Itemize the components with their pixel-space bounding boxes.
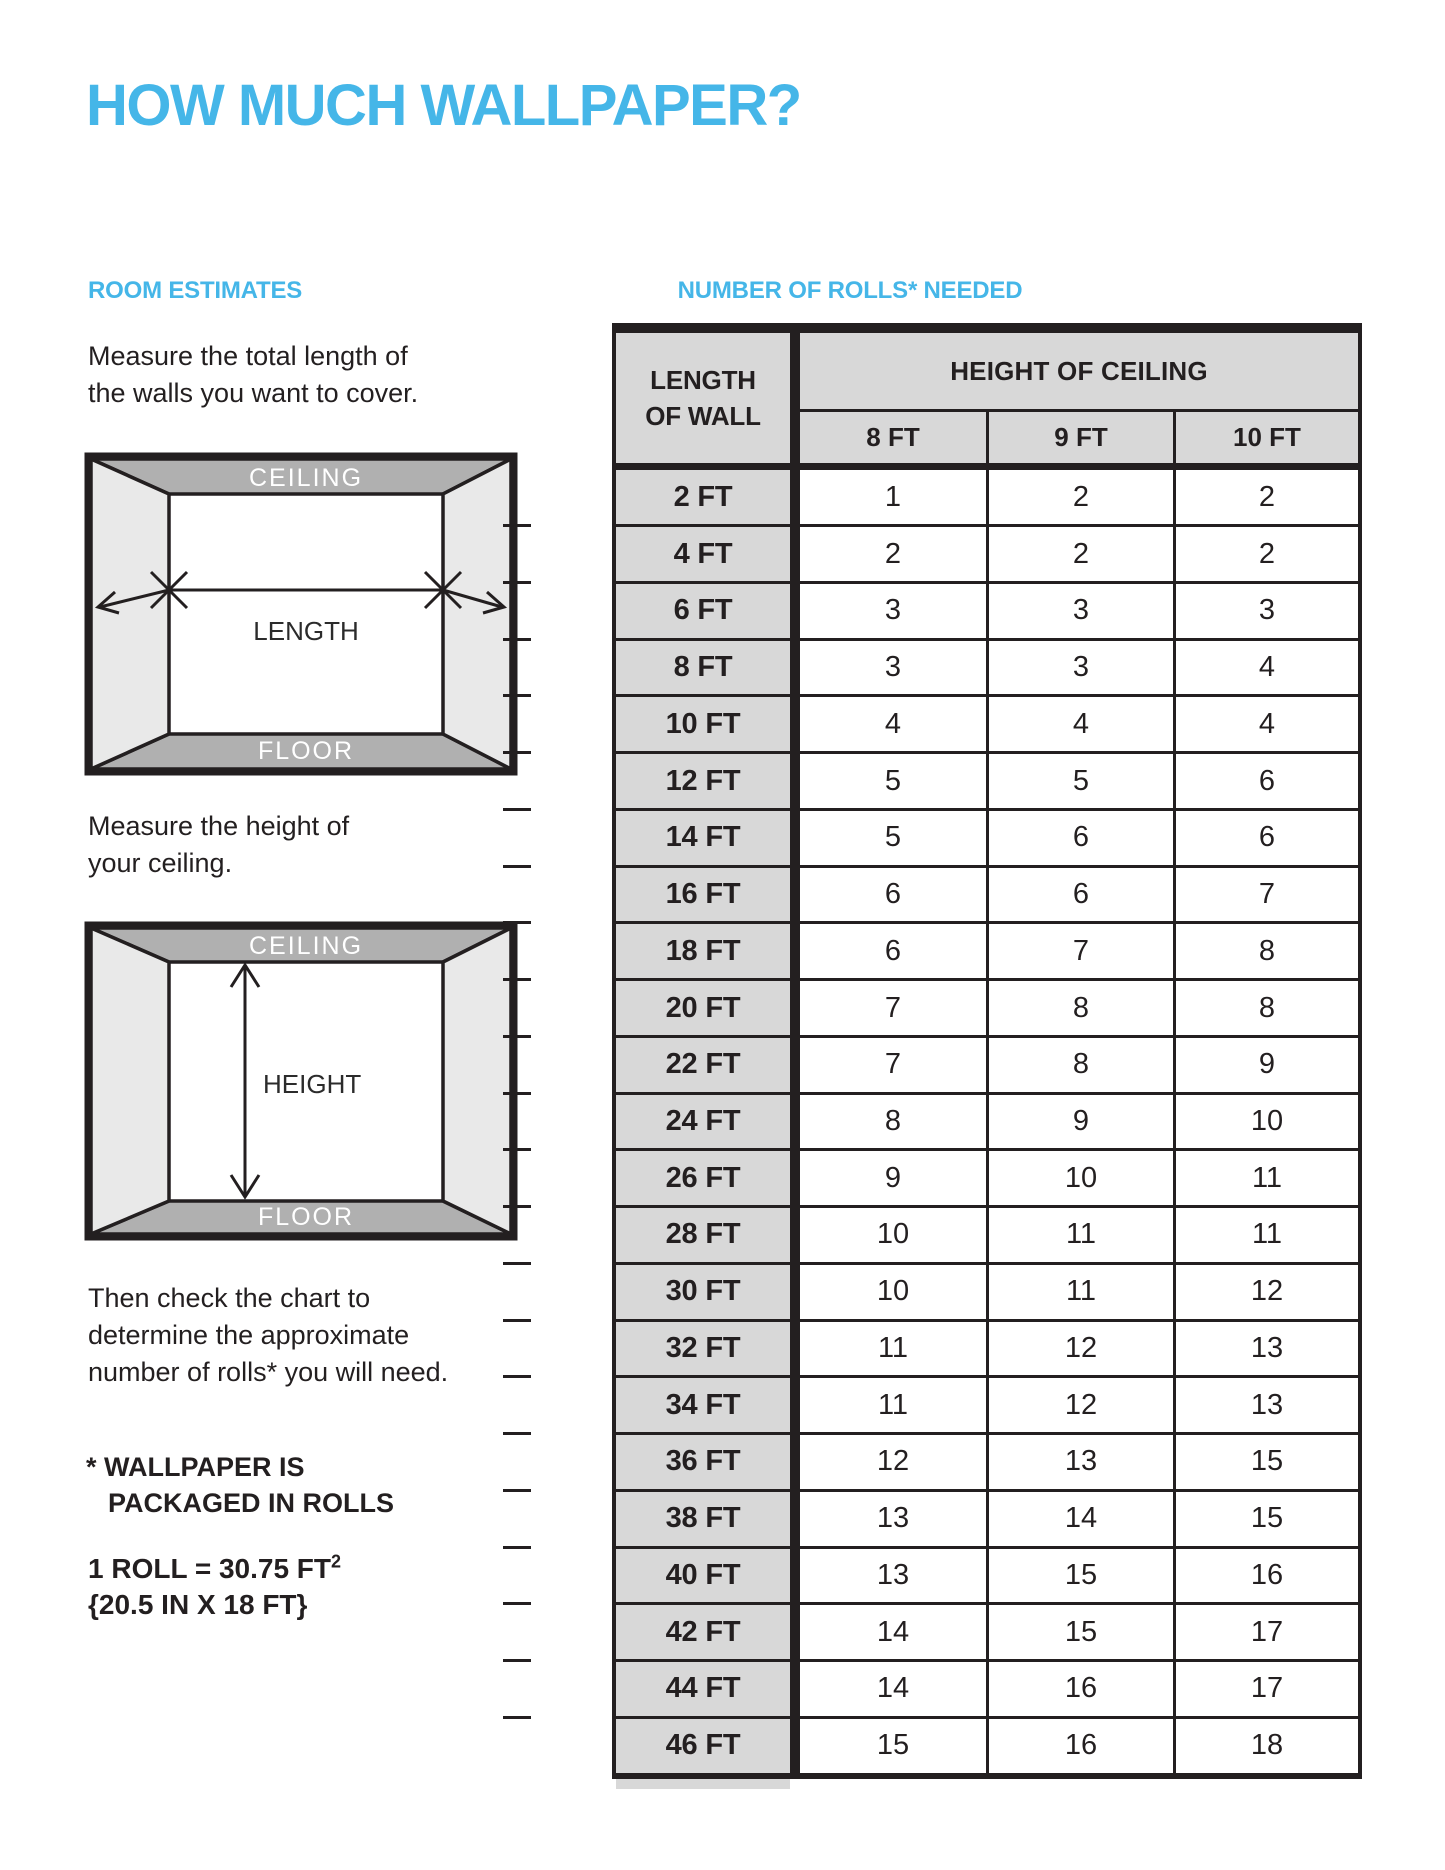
row-border-line xyxy=(612,865,1362,868)
row-tick-mark xyxy=(503,694,531,697)
row-length-label: 10 FT xyxy=(665,707,741,740)
row-border-line xyxy=(612,978,1362,981)
rolls-value-8ft: 7 xyxy=(884,991,902,1024)
rolls-value-9ft: 8 xyxy=(1072,1048,1090,1081)
row-border-line xyxy=(612,1659,1362,1662)
table-row xyxy=(612,980,1362,1037)
rolls-value-8ft: 6 xyxy=(884,878,902,911)
rolls-value-9ft: 12 xyxy=(1064,1331,1098,1364)
rolls-value-8ft: 10 xyxy=(876,1218,910,1251)
rolls-value-8ft: 12 xyxy=(876,1445,910,1478)
row-border-line xyxy=(612,1602,1362,1605)
table-row xyxy=(612,1661,1362,1718)
rolls-value-10ft: 17 xyxy=(1250,1672,1284,1705)
table-row xyxy=(612,639,1362,696)
rolls-value-10ft: 8 xyxy=(1258,991,1276,1024)
row-header-line: OF WALL xyxy=(645,401,761,431)
row-tick-mark xyxy=(503,1716,531,1719)
rolls-value-9ft: 11 xyxy=(1065,1218,1097,1251)
rolls-value-9ft: 13 xyxy=(1064,1445,1098,1478)
table-row xyxy=(612,1036,1362,1093)
ceiling-label: CEILING xyxy=(248,932,364,960)
row-tick-mark xyxy=(503,1319,531,1322)
row-tick-mark xyxy=(503,524,531,527)
rolls-value-10ft: 11 xyxy=(1251,1161,1283,1194)
rolls-value-10ft: 8 xyxy=(1258,934,1276,967)
floor-label: FLOOR xyxy=(257,1203,355,1231)
height-of-ceiling-header xyxy=(800,333,1358,409)
rolls-value-9ft: 16 xyxy=(1064,1729,1098,1762)
rolls-table xyxy=(612,323,1362,1793)
row-tick-mark xyxy=(503,1432,531,1435)
row-tick-mark xyxy=(503,865,531,868)
table-row xyxy=(612,469,1362,526)
row-tick-mark xyxy=(503,978,531,981)
row-tick-mark xyxy=(503,1148,531,1151)
table-row xyxy=(612,1207,1362,1264)
row-tick-mark xyxy=(503,751,531,754)
row-length-label: 4 FT xyxy=(673,537,733,570)
rolls-value-10ft: 13 xyxy=(1250,1388,1284,1421)
row-length-label: 34 FT xyxy=(665,1388,741,1421)
rolls-value-8ft: 10 xyxy=(876,1275,910,1308)
right-wall xyxy=(443,928,511,1234)
right-wall xyxy=(443,459,511,769)
table-row xyxy=(612,1604,1362,1661)
instruction-line: determine the approximate xyxy=(88,1320,410,1350)
rolls-value-9ft: 15 xyxy=(1064,1615,1098,1648)
instruction-line: Measure the height of xyxy=(88,811,350,841)
row-border-line xyxy=(612,808,1362,811)
row-length-label: 20 FT xyxy=(665,991,741,1024)
left-wall xyxy=(91,928,169,1234)
room-estimates-heading: ROOM ESTIMATES xyxy=(88,277,303,304)
row-header-line: LENGTH xyxy=(650,365,756,395)
row-border-line xyxy=(612,1262,1362,1265)
row-tick-mark xyxy=(503,1035,531,1038)
row-length-label: 42 FT xyxy=(665,1615,741,1648)
rolls-value-10ft: 15 xyxy=(1250,1502,1284,1535)
row-length-label: 36 FT xyxy=(665,1445,741,1478)
table-row xyxy=(612,1093,1362,1150)
row-border-line xyxy=(612,1319,1362,1322)
row-border-line xyxy=(612,1205,1362,1208)
rolls-value-8ft: 7 xyxy=(884,1048,902,1081)
table-row xyxy=(612,582,1362,639)
row-length-label: 30 FT xyxy=(665,1275,741,1308)
row-border-line xyxy=(612,638,1362,641)
row-length-label: 40 FT xyxy=(665,1558,741,1591)
instruction-line: your ceiling. xyxy=(88,848,233,878)
row-border-line xyxy=(612,1716,1362,1719)
rolls-value-8ft: 3 xyxy=(884,651,902,684)
row-length-label: 24 FT xyxy=(665,1104,741,1137)
row-tick-mark xyxy=(503,1546,531,1549)
row-length-label: 28 FT xyxy=(665,1218,741,1251)
row-tick-mark xyxy=(503,1092,531,1095)
table-gray-stub xyxy=(616,1779,790,1789)
table-row xyxy=(612,1434,1362,1491)
column-group-label: HEIGHT OF CEILING xyxy=(950,355,1208,386)
rolls-value-9ft: 4 xyxy=(1072,707,1090,740)
rolls-value-9ft: 3 xyxy=(1072,651,1090,684)
row-border-line xyxy=(612,751,1362,754)
table-row xyxy=(612,1717,1362,1774)
rolls-value-8ft: 9 xyxy=(884,1161,902,1194)
rolls-value-8ft: 5 xyxy=(884,764,902,797)
rolls-value-10ft: 2 xyxy=(1258,480,1276,513)
column-header-9ft: 9 FT xyxy=(1054,422,1108,452)
row-border-line xyxy=(612,581,1362,584)
rolls-value-8ft: 4 xyxy=(884,707,902,740)
row-border-line xyxy=(612,1148,1362,1151)
row-tick-mark xyxy=(503,638,531,641)
rolls-value-9ft: 6 xyxy=(1072,821,1090,854)
row-border-line xyxy=(612,1489,1362,1492)
row-border-line xyxy=(612,694,1362,697)
squared-superscript: 2 xyxy=(331,1551,342,1572)
table-row xyxy=(612,1490,1362,1547)
column-header-8ft: 8 FT xyxy=(866,422,920,452)
table-row xyxy=(612,696,1362,753)
table-row xyxy=(612,1377,1362,1434)
rolls-value-9ft: 5 xyxy=(1072,764,1090,797)
rolls-value-10ft: 16 xyxy=(1250,1558,1284,1591)
rolls-value-9ft: 9 xyxy=(1072,1104,1090,1137)
row-border-line xyxy=(612,1035,1362,1038)
rolls-value-9ft: 2 xyxy=(1072,480,1090,513)
roll-area-line: 1 ROLL = 30.75 $FT^2$ xyxy=(88,1551,342,1584)
row-tick-mark xyxy=(503,1489,531,1492)
row-length-label: 2 FT xyxy=(673,480,733,513)
instruction-line: Then check the chart to xyxy=(88,1283,371,1313)
column-header-10ft: 10 FT xyxy=(1233,422,1301,452)
rolls-value-10ft: 9 xyxy=(1258,1048,1276,1081)
length-of-wall-header xyxy=(616,333,790,463)
table-row xyxy=(612,1150,1362,1207)
row-length-label: 32 FT xyxy=(665,1331,741,1364)
footnote-line: PACKAGED IN ROLLS xyxy=(108,1488,395,1518)
rolls-value-10ft: 6 xyxy=(1258,821,1276,854)
table-row xyxy=(612,1263,1362,1320)
rolls-value-9ft: 7 xyxy=(1072,934,1090,967)
table-row xyxy=(612,753,1362,810)
rolls-value-10ft: 3 xyxy=(1258,594,1276,627)
row-tick-mark xyxy=(503,1205,531,1208)
rolls-needed-heading: NUMBER OF ROLLS* NEEDED xyxy=(677,277,1023,304)
length-label: LENGTH xyxy=(253,616,359,646)
instruction-line: the walls you want to cover. xyxy=(88,378,419,408)
table-top-bar xyxy=(612,323,1362,333)
left-wall xyxy=(91,459,169,769)
row-border-line xyxy=(612,1375,1362,1378)
instruction-line: number of rolls* you will need. xyxy=(88,1357,449,1387)
rolls-value-9ft: 14 xyxy=(1064,1502,1098,1535)
ceiling-label: CEILING xyxy=(248,464,364,492)
row-border-line xyxy=(612,1432,1362,1435)
rolls-value-9ft: 8 xyxy=(1072,991,1090,1024)
row-tick-mark xyxy=(503,1602,531,1605)
rolls-value-9ft: 6 xyxy=(1072,878,1090,911)
table-row xyxy=(612,923,1362,980)
rolls-value-9ft: 10 xyxy=(1064,1161,1098,1194)
rolls-value-9ft: 2 xyxy=(1072,537,1090,570)
rolls-value-10ft: 13 xyxy=(1250,1331,1284,1364)
rolls-value-9ft: 16 xyxy=(1064,1672,1098,1705)
height-label: HEIGHT xyxy=(263,1069,362,1099)
row-border-line xyxy=(612,1546,1362,1549)
rolls-value-8ft: 5 xyxy=(884,821,902,854)
rolls-value-9ft: 3 xyxy=(1072,594,1090,627)
footnote-line: * WALLPAPER IS xyxy=(86,1452,305,1482)
row-length-label: 38 FT xyxy=(665,1502,741,1535)
table-row xyxy=(612,809,1362,866)
room-height-diagram xyxy=(88,925,514,1237)
rolls-value-8ft: 1 xyxy=(884,480,902,513)
row-length-label: 46 FT xyxy=(665,1729,741,1762)
row-border-line xyxy=(612,524,1362,527)
rolls-value-10ft: 4 xyxy=(1258,651,1276,684)
rolls-value-10ft: 10 xyxy=(1250,1104,1284,1137)
table-row xyxy=(612,866,1362,923)
packaging-footnote xyxy=(86,1449,394,1521)
rolls-value-8ft: 13 xyxy=(876,1558,910,1591)
rolls-value-8ft: 2 xyxy=(884,537,902,570)
row-tick-mark xyxy=(503,1262,531,1265)
roll-size-info xyxy=(88,1551,341,1623)
row-length-label: 6 FT xyxy=(673,594,733,627)
row-tick-mark xyxy=(503,1375,531,1378)
row-tick-mark xyxy=(503,1659,531,1662)
row-length-label: 8 FT xyxy=(673,651,733,684)
rolls-value-8ft: 8 xyxy=(884,1104,902,1137)
rolls-value-8ft: 14 xyxy=(876,1615,910,1648)
rolls-value-10ft: 11 xyxy=(1251,1218,1283,1251)
instruction-measure-height xyxy=(88,808,349,882)
rolls-value-8ft: 14 xyxy=(876,1672,910,1705)
rolls-value-10ft: 6 xyxy=(1258,764,1276,797)
roll-dimensions-line: {20.5 IN X 18 FT} xyxy=(88,1589,308,1620)
rolls-value-9ft: 11 xyxy=(1065,1275,1097,1308)
row-length-label: 12 FT xyxy=(665,764,741,797)
table-row xyxy=(612,1547,1362,1604)
rolls-value-8ft: 15 xyxy=(876,1729,910,1762)
table-row xyxy=(612,526,1362,583)
row-border-line xyxy=(612,921,1362,924)
row-length-label: 26 FT xyxy=(665,1161,741,1194)
floor-label: FLOOR xyxy=(257,737,355,765)
row-length-label: 14 FT xyxy=(665,821,741,854)
page-title: HOW MUCH WALLPAPER? xyxy=(86,73,801,138)
rolls-value-8ft: 6 xyxy=(884,934,902,967)
row-border-line xyxy=(612,1092,1362,1095)
row-tick-mark xyxy=(503,581,531,584)
rolls-value-8ft: 13 xyxy=(876,1502,910,1535)
rolls-value-8ft: 3 xyxy=(884,594,902,627)
rolls-value-10ft: 12 xyxy=(1250,1275,1284,1308)
instruction-measure-length xyxy=(88,338,418,412)
rolls-value-10ft: 15 xyxy=(1250,1445,1284,1478)
rolls-value-8ft: 11 xyxy=(877,1331,909,1364)
rolls-value-10ft: 2 xyxy=(1258,537,1276,570)
row-length-label: 22 FT xyxy=(665,1048,741,1081)
row-length-label: 16 FT xyxy=(665,878,741,911)
row-length-label: 18 FT xyxy=(665,934,741,967)
rolls-value-9ft: 15 xyxy=(1064,1558,1098,1591)
rolls-value-10ft: 7 xyxy=(1258,878,1276,911)
instruction-line: Measure the total length of xyxy=(88,341,408,371)
instruction-check-chart xyxy=(88,1280,448,1391)
rolls-value-10ft: 18 xyxy=(1250,1729,1284,1762)
rolls-value-10ft: 4 xyxy=(1258,707,1276,740)
row-tick-mark xyxy=(503,921,531,924)
table-row xyxy=(612,1320,1362,1377)
rolls-value-9ft: 12 xyxy=(1064,1388,1098,1421)
row-length-label: 44 FT xyxy=(665,1672,741,1705)
rolls-value-8ft: 11 xyxy=(877,1388,909,1421)
room-length-diagram xyxy=(88,456,514,772)
row-tick-mark xyxy=(503,808,531,811)
rolls-value-10ft: 17 xyxy=(1250,1615,1284,1648)
